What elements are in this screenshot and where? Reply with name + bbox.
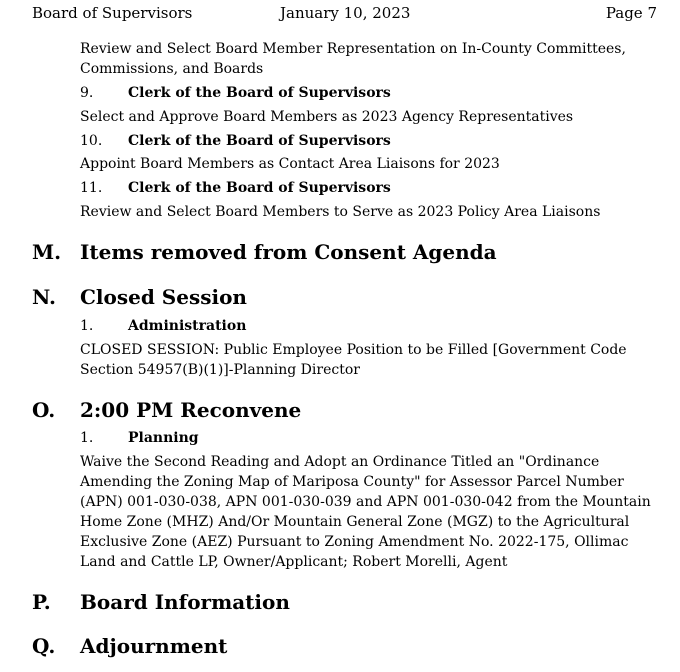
item-10-number: 10.: [80, 133, 103, 149]
item-10-description: Appoint Board Members as Contact Area Liaisons for 2023: [80, 156, 500, 172]
section-n-item-description: CLOSED SESSION: Public Employee Position to be Filled [Government Code Section 54957(B)(1)]-Planning Director: [80, 342, 627, 378]
section-m-title: Items removed from Consent Agenda: [80, 240, 497, 264]
section-q-letter: Q.: [32, 634, 56, 658]
item-9-description: Select and Approve Board Members as 2023 Agency Representatives: [80, 109, 574, 125]
section-o-letter: O.: [32, 398, 56, 422]
section-n-item-title: Administration: [128, 318, 247, 334]
section-m-letter: M.: [32, 240, 62, 264]
section-q-title: Adjournment: [80, 634, 228, 658]
section-o-title: 2:00 PM Reconvene: [80, 398, 302, 422]
header-board-name: Board of Supervisors: [32, 4, 193, 22]
header-date: January 10, 2023: [280, 4, 411, 22]
section-p-title: Board Information: [80, 590, 290, 614]
item-11-number: 11.: [80, 180, 103, 196]
section-n-item-number: 1.: [80, 318, 94, 334]
section-o-item-description: Waive the Second Reading and Adopt an Ordinance Titled an "Ordinance Amending the Zoning Map of Mariposa County" for Assessor Parcel Number (APN) 001-030-038, APN 001-030-039 and APN 001-030-042 from the Mountain Home Zone (MHZ) And/Or Mountain General Zone (MGZ) to the Agricultural Exclusive Zone (AEZ) Pursuant to Zoning Amendment No. 2022-175, Ollimac Land and Cattle LP, Owner/Applicant; Robert Morelli, Agent: [80, 454, 651, 570]
item-9-title: Clerk of the Board of Supervisors: [128, 85, 391, 101]
section-n-title: Closed Session: [80, 285, 247, 309]
section-o-item-number: 1.: [80, 430, 94, 446]
continued-item-description: Review and Select Board Member Representation on In-County Committees, Commissions, and Boards: [80, 41, 626, 77]
item-11-title: Clerk of the Board of Supervisors: [128, 180, 391, 196]
item-9-number: 9.: [80, 85, 94, 101]
item-10-title: Clerk of the Board of Supervisors: [128, 133, 391, 149]
section-n-letter: N.: [32, 285, 56, 309]
section-o-item-title: Planning: [128, 430, 199, 446]
header-page-number: Page 7: [605, 4, 657, 22]
item-11-description: Review and Select Board Members to Serve as 2023 Policy Area Liaisons: [80, 204, 601, 220]
section-p-letter: P.: [32, 590, 51, 614]
